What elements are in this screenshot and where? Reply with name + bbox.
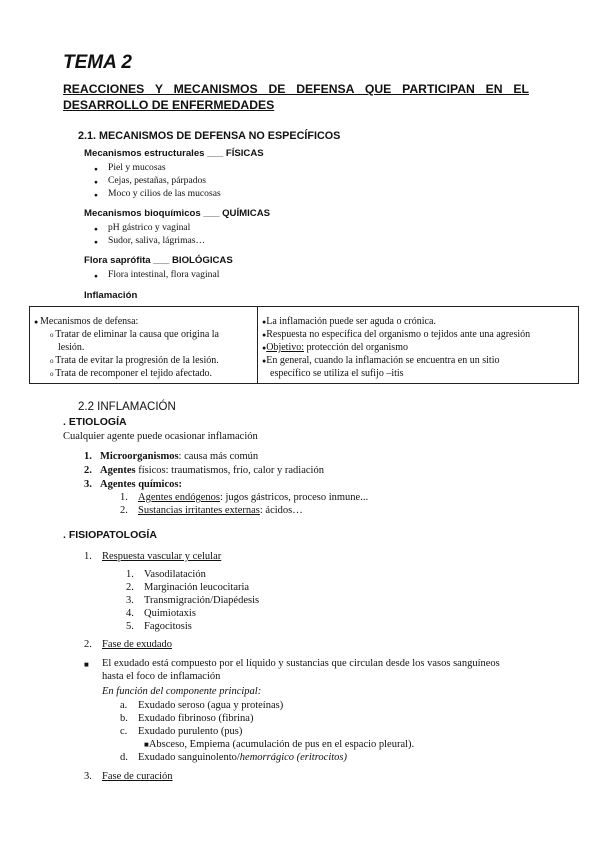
- list-number: 2.: [84, 639, 92, 650]
- table-right-item: ●En general, cuando la inflamación se encuentra en un sitio: [262, 355, 500, 366]
- list-letter: b.: [120, 713, 128, 724]
- list-number: 1.: [84, 451, 92, 462]
- group-label-biologicas: Flora saprófita ___ BIOLÓGICAS: [84, 255, 233, 266]
- list-number: 3.: [126, 595, 134, 606]
- table-left-title: ● Mecanismos de defensa:: [34, 316, 139, 327]
- section-heading-2-1: 2.1. MECANISMOS DE DEFENSA NO ESPECÍFICOS: [78, 130, 341, 142]
- list-item: Exudado purulento (pus): [138, 726, 243, 737]
- list-item: Respuesta vascular y celular: [102, 551, 222, 562]
- list-number: 4.: [126, 608, 134, 619]
- bullet-icon: ●: [262, 318, 267, 326]
- absceso-item: ■Absceso, Empiema (acumulación de pus en el espacio pleural).: [144, 739, 415, 750]
- section-heading-2-2: 2.2 INFLAMACIÓN: [78, 401, 176, 413]
- bullet-icon: ●: [262, 357, 267, 365]
- square-bullet-icon: ■: [144, 740, 149, 749]
- document-subtitle-line1: REACCIONES Y MECANISMOS DE DEFENSA QUE PARTICIPAN EN EL: [63, 82, 529, 96]
- list-number: 3.: [84, 771, 92, 782]
- list-number: 5.: [126, 621, 134, 632]
- exudado-description: ■ El exudado está compuesto por el líquido y sustancias que circulan desde los vasos sanguíneos: [102, 657, 500, 670]
- list-item: ● pH gástrico y vaginal: [108, 222, 190, 234]
- table-left-item: o Trata de recomponer el tejido afectado.: [50, 368, 213, 379]
- exudado-description-cont: hasta el foco de inflamación: [102, 671, 221, 682]
- list-item: Vasodilatación: [144, 569, 206, 580]
- list-number: 1.: [84, 551, 92, 562]
- fisiopatologia-heading: . FISIOPATOLOGÍA: [63, 529, 157, 541]
- list-item: ● Flora intestinal, flora vaginal: [108, 269, 219, 281]
- list-item: Microorganismos: causa más común: [100, 451, 259, 462]
- list-item: Exudado fibrinoso (fibrina): [138, 713, 254, 724]
- list-item: Transmigración/Diapédesis: [144, 595, 260, 606]
- list-number: 3.: [84, 479, 92, 490]
- list-number: 2.: [120, 505, 128, 516]
- circle-bullet-icon: o: [50, 331, 56, 339]
- list-item: Fase de exudado: [102, 639, 172, 650]
- etiologia-intro: Cualquier agente puede ocasionar inflamación: [63, 431, 258, 442]
- list-number: 1.: [120, 492, 128, 503]
- list-number: 2.: [126, 582, 134, 593]
- table-left-item: o Tratar de eliminar la causa que origina la: [50, 329, 219, 340]
- table-right-item: ●Objetivo: protección del organismo: [262, 342, 408, 353]
- group-label-quimicas: Mecanismos bioquímicos ___ QUÍMICAS: [84, 208, 271, 219]
- componente-label: En función del componente principal:: [102, 686, 262, 697]
- list-letter: d.: [120, 752, 128, 763]
- group-label-fisicas: Mecanismos estructurales ___ FÍSICAS: [84, 148, 264, 159]
- page-title: TEMA 2: [63, 52, 132, 73]
- table-right-item: ●La inflamación puede ser aguda o crónica.: [262, 316, 436, 327]
- list-item: Quimiotaxis: [144, 608, 196, 619]
- list-item: ● Cejas, pestañas, párpados: [108, 175, 206, 187]
- table-left-item: o Trata de evitar la progresión de la lesión.: [50, 355, 219, 366]
- table-left-item-cont: lesión.: [58, 342, 85, 353]
- list-item: Fase de curación: [102, 771, 173, 782]
- inflamacion-label: Inflamación: [84, 290, 138, 301]
- list-item: Agentes físicos: traumatismos, frío, calor y radiación: [100, 465, 324, 476]
- circle-bullet-icon: o: [50, 370, 56, 378]
- list-letter: a.: [120, 700, 128, 711]
- list-number: 2.: [84, 465, 92, 476]
- bullet-icon: ●: [34, 318, 40, 326]
- list-number: 1.: [126, 569, 134, 580]
- list-letter: c.: [120, 726, 128, 737]
- circle-bullet-icon: o: [50, 357, 56, 365]
- table-right-item-cont: específico se utiliza el sufijo –itis: [270, 368, 404, 379]
- etiologia-heading: . ETIOLOGÍA: [63, 416, 127, 428]
- list-item: Marginación leucocitaria: [144, 582, 250, 593]
- list-item: ● Piel y mucosas: [108, 162, 166, 174]
- bullet-icon: ●: [262, 344, 267, 352]
- bullet-icon: ●: [262, 331, 267, 339]
- table-right-item: ●Respuesta no específica del organismo o tejidos ante una agresión: [262, 329, 531, 340]
- list-item: Agentes endógenos: jugos gástricos, proceso inmune...: [138, 492, 369, 503]
- document-subtitle-line2: DESARROLLO DE ENFERMEDADES: [63, 98, 275, 112]
- list-item: Fagocitosis: [144, 621, 192, 632]
- list-item: ● Moco y cilios de las mucosas: [108, 188, 221, 200]
- list-item: Exudado sanguinolento/hemorrágico (eritrocitos): [138, 752, 348, 763]
- list-item: Sustancias irritantes externas: ácidos…: [138, 505, 303, 516]
- list-item: ● Sudor, saliva, lágrimas…: [108, 235, 205, 247]
- list-item: Agentes químicos:: [100, 479, 182, 490]
- list-item: Exudado seroso (agua y proteínas): [138, 700, 284, 711]
